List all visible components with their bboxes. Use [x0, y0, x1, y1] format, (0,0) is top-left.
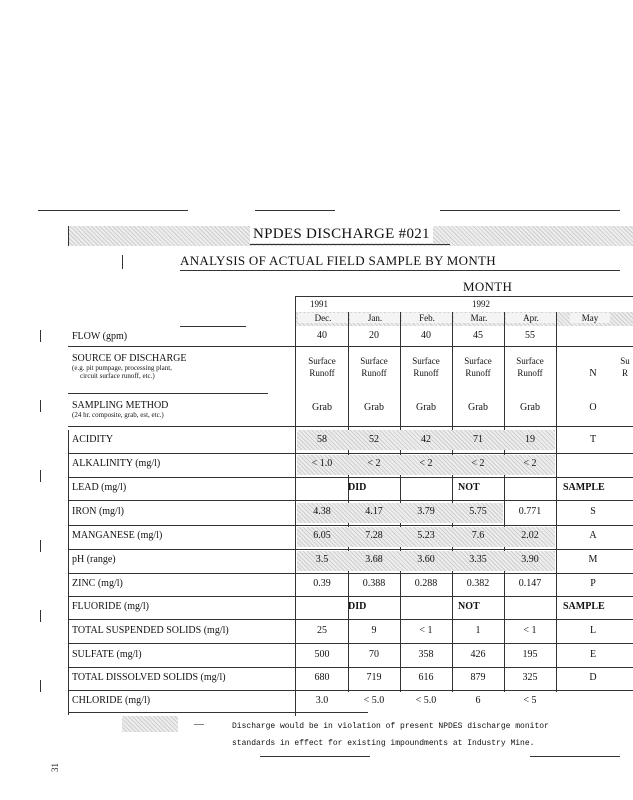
lead-sample: SAMPLE	[563, 482, 605, 493]
ph-mar: 3.35	[469, 554, 487, 565]
manganese-dec: 6.05	[313, 530, 331, 541]
source-jan: Surface Runoff	[360, 356, 388, 378]
param-method-sub1: (24 hr. composite, grab, est, etc.)	[72, 411, 164, 419]
margin-tick	[40, 680, 41, 692]
flow-jan: 20	[369, 330, 379, 341]
may-letter: N	[589, 368, 597, 379]
tss-dec: 25	[317, 625, 327, 636]
chloride-apr: < 5	[523, 695, 537, 706]
row-rule	[68, 346, 633, 347]
legend-dash: —	[194, 719, 204, 730]
tss-apr: < 1	[523, 625, 537, 636]
fluoride-did: DID	[348, 601, 367, 612]
may-letter: D	[589, 672, 597, 683]
may-letter: S	[590, 506, 596, 517]
param-source	[72, 353, 186, 380]
row-rule	[68, 667, 633, 668]
row-rule	[68, 573, 633, 574]
margin-tick	[40, 330, 41, 342]
zinc-apr: 0.147	[518, 578, 542, 589]
source-apr: Surface Runoff	[516, 356, 544, 378]
month-may: May	[570, 313, 610, 323]
acidity-apr: 19	[525, 434, 535, 445]
source-mar: Surface Runoff	[464, 356, 492, 378]
flow-mar: 45	[473, 330, 483, 341]
may-letter: T	[589, 434, 597, 445]
param-tss: TOTAL SUSPENDED SOLIDS (mg/l)	[72, 625, 229, 636]
source-cut: Su R	[620, 356, 630, 378]
param-chloride: CHLORIDE (mg/l)	[72, 695, 151, 706]
flow-dec: 40	[317, 330, 327, 341]
legend-swatch	[122, 716, 178, 732]
source-dec: Surface Runoff	[308, 356, 336, 378]
scan-line	[260, 756, 370, 757]
month-dec: Dec.	[298, 313, 348, 323]
acidity-mar: 71	[473, 434, 483, 445]
may-letter: P	[590, 578, 596, 589]
zinc-mar: 0.382	[466, 578, 490, 589]
row-rule	[68, 393, 268, 394]
alkalinity-feb: < 2	[419, 458, 433, 469]
iron-mar: 5.75	[469, 506, 487, 517]
iron-dec: 4.38	[313, 506, 331, 517]
param-source-sub2: circuit surface runoff, etc.)	[80, 372, 155, 380]
param-fluoride: FLUORIDE (mg/l)	[72, 601, 149, 612]
year-label-1992: 1992	[472, 299, 490, 309]
row-rule	[68, 477, 633, 478]
month-header: MONTH	[463, 279, 513, 294]
method-feb: Grab	[416, 402, 436, 413]
row-rule	[68, 643, 633, 644]
margin-tick	[40, 540, 41, 552]
row-rule	[68, 690, 633, 691]
scan-line	[530, 756, 620, 757]
row-rule	[180, 326, 246, 327]
flow-apr: 55	[525, 330, 535, 341]
param-tds: TOTAL DISSOLVED SOLIDS (mg/l)	[72, 672, 226, 683]
tds-feb: 616	[418, 672, 434, 683]
tss-jan: 9	[371, 625, 377, 636]
chloride-feb: < 5.0	[415, 695, 437, 706]
ph-dec: 3.5	[315, 554, 329, 565]
alkalinity-apr: < 2	[523, 458, 537, 469]
method-mar: Grab	[468, 402, 488, 413]
chloride-dec: 3.0	[315, 695, 329, 706]
alkalinity-jan: < 2	[367, 458, 381, 469]
acidity-feb: 42	[421, 434, 431, 445]
col-sep	[556, 312, 557, 692]
scan-line	[255, 210, 335, 211]
flow-feb: 40	[421, 330, 431, 341]
month-rule	[295, 296, 633, 297]
param-alkalinity: ALKALINITY (mg/l)	[72, 458, 161, 469]
month-apr: Apr.	[506, 313, 556, 323]
chloride-mar: 6	[475, 695, 481, 706]
acidity-dec: 58	[317, 434, 327, 445]
row-rule	[68, 619, 633, 620]
iron-jan: 4.17	[365, 506, 383, 517]
legend-line-1: Discharge would be in violation of present NPDES discharge monitor	[232, 722, 549, 731]
param-acidity: ACIDITY	[72, 434, 114, 445]
param-manganese: MANGANESE (mg/l)	[72, 530, 163, 541]
row-rule	[68, 549, 633, 550]
row-rule	[68, 596, 633, 597]
manganese-mar: 7.6	[471, 530, 485, 541]
param-sulfate: SULFATE (mg/l)	[72, 649, 142, 660]
ph-apr: 3.90	[521, 554, 539, 565]
param-flow: FLOW (gpm)	[72, 331, 128, 342]
param-iron: IRON (mg/l)	[72, 506, 124, 517]
year-label-1991: 1991	[310, 299, 328, 309]
tds-dec: 680	[314, 672, 330, 683]
iron-apr: 0.771	[518, 506, 542, 517]
acidity-jan: 52	[369, 434, 379, 445]
month-feb: Feb.	[402, 313, 452, 323]
ph-feb: 3.60	[417, 554, 435, 565]
row-rule	[68, 500, 633, 501]
month-mar: Mar.	[454, 313, 504, 323]
alkalinity-mar: < 2	[471, 458, 485, 469]
param-source-sub1: (e.g. pit pumpage, processing plant,	[72, 364, 172, 372]
may-letter: O	[589, 402, 597, 413]
may-letter: L	[589, 625, 597, 636]
fluoride-sample: SAMPLE	[563, 601, 605, 612]
param-ph: pH (range)	[72, 554, 116, 565]
sulfate-feb: 358	[418, 649, 434, 660]
manganese-feb: 5.23	[417, 530, 435, 541]
legend-line-2: standards in effect for existing impoundments at Industry Mine.	[232, 739, 535, 748]
month-jan: Jan.	[350, 313, 400, 323]
title-underline	[250, 244, 450, 245]
manganese-apr: 2.02	[521, 530, 539, 541]
tss-feb: < 1	[419, 625, 433, 636]
margin-page-number: 31	[50, 763, 60, 772]
iron-feb: 3.79	[417, 506, 435, 517]
tds-mar: 879	[470, 672, 486, 683]
document-title: NPDES DISCHARGE #021	[250, 226, 433, 243]
tick-mark	[122, 255, 123, 269]
zinc-feb: 0.288	[414, 578, 438, 589]
may-letter: A	[589, 530, 597, 541]
may-letter: E	[589, 649, 597, 660]
param-zinc: ZINC (mg/l)	[72, 578, 123, 589]
zinc-jan: 0.388	[362, 578, 386, 589]
margin-tick	[40, 400, 41, 412]
source-feb: Surface Runoff	[412, 356, 440, 378]
tds-jan: 719	[366, 672, 382, 683]
sulfate-jan: 70	[369, 649, 379, 660]
document-subtitle: ANALYSIS OF ACTUAL FIELD SAMPLE BY MONTH	[180, 253, 496, 268]
zinc-dec: 0.39	[313, 578, 331, 589]
method-apr: Grab	[520, 402, 540, 413]
sulfate-dec: 500	[314, 649, 330, 660]
ph-jan: 3.68	[365, 554, 383, 565]
margin-tick	[40, 610, 41, 622]
may-letter: M	[588, 554, 598, 565]
sulfate-apr: 195	[522, 649, 538, 660]
param-source-label: SOURCE OF DISCHARGE	[72, 353, 187, 364]
title-band-edge	[68, 226, 69, 246]
row-rule	[68, 525, 633, 526]
param-method-label: SAMPLING METHOD	[72, 400, 169, 411]
manganese-jan: 7.28	[365, 530, 383, 541]
fluoride-not: NOT	[458, 601, 480, 612]
subtitle-underline	[180, 270, 620, 271]
method-jan: Grab	[364, 402, 384, 413]
tss-mar: 1	[475, 625, 481, 636]
param-lead: LEAD (mg/l)	[72, 482, 127, 493]
row-rule	[68, 426, 633, 427]
alkalinity-dec: < 1.0	[311, 458, 333, 469]
scan-line	[38, 210, 188, 211]
param-method	[72, 400, 168, 419]
lead-did: DID	[348, 482, 367, 493]
row-rule	[68, 453, 633, 454]
method-dec: Grab	[312, 402, 332, 413]
tds-apr: 325	[522, 672, 538, 683]
lead-not: NOT	[458, 482, 480, 493]
scan-line	[440, 210, 620, 211]
sulfate-mar: 426	[470, 649, 486, 660]
chloride-jan: < 5.0	[363, 695, 385, 706]
row-rule	[68, 712, 368, 713]
margin-tick	[40, 470, 41, 482]
